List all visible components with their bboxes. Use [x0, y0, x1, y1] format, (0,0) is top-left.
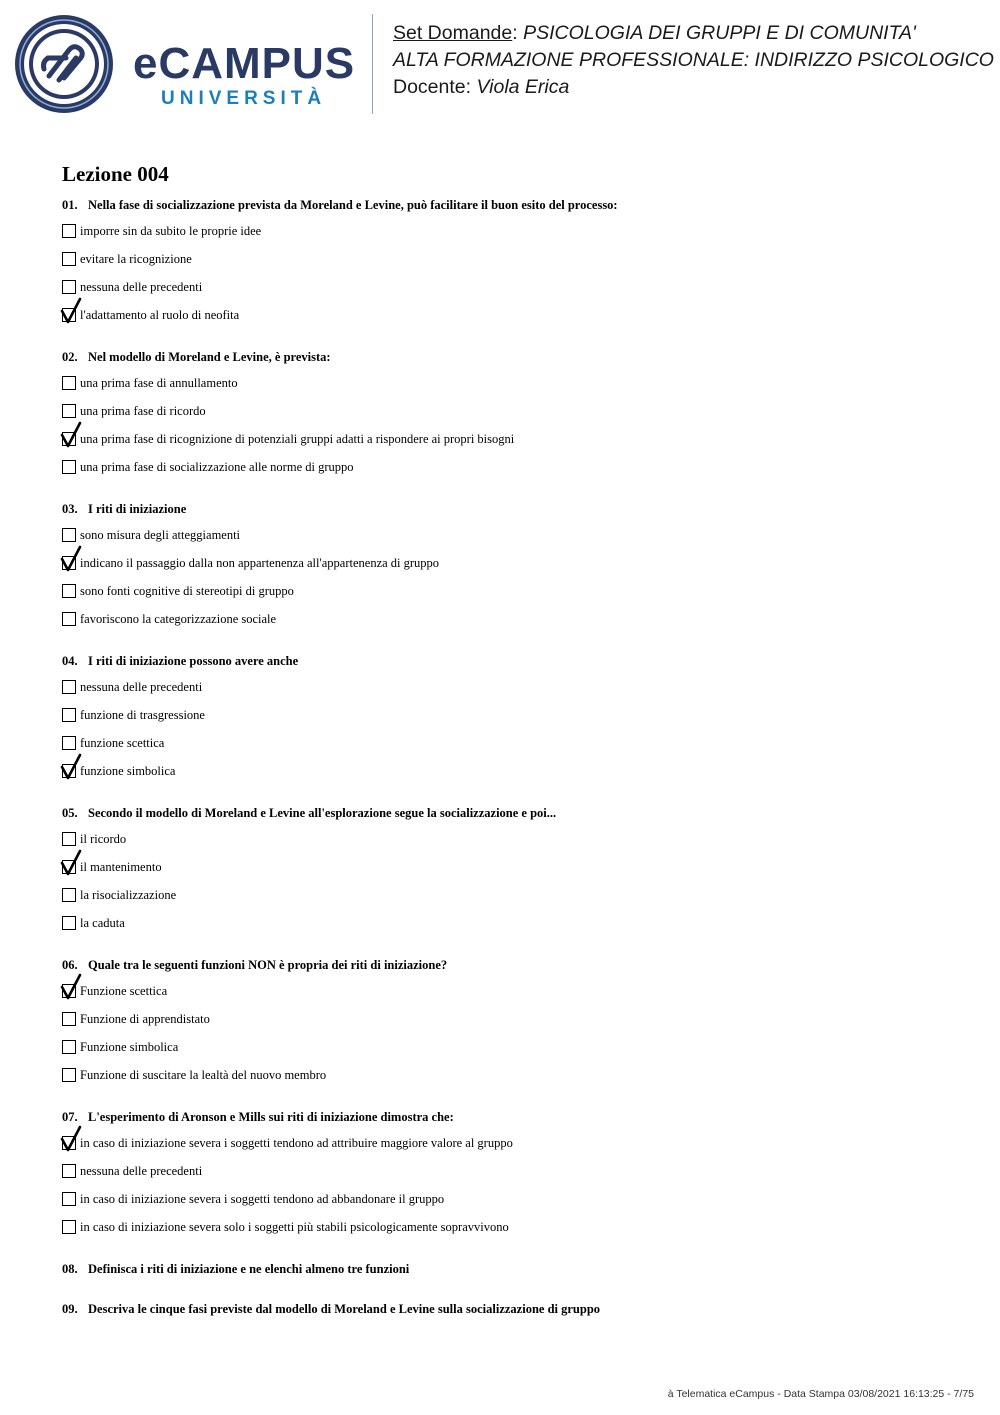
page-header [0, 0, 1000, 130]
option-text: la risocializzazione [80, 888, 177, 902]
question-item [62, 1108, 962, 1248]
answer-option[interactable] [62, 460, 962, 488]
option-text: una prima fase di ricognizione di potenziali gruppi adatti a rispondere ai propri bisogni [80, 432, 515, 446]
question-text: Secondo il modello di Moreland e Levine all'esplorazione segue la socializzazione e poi... [88, 806, 557, 820]
checkbox[interactable] [62, 1164, 76, 1178]
course-line [393, 47, 994, 74]
page-footer: à Telematica eCampus - Data Stampa 03/08/2021 16:13:25 - 7/75 [667, 1388, 974, 1400]
open-question [62, 1300, 962, 1318]
checkbox[interactable] [62, 708, 76, 722]
answer-option[interactable] [62, 888, 962, 916]
option-text: evitare la ricognizione [80, 252, 192, 266]
question-item [62, 956, 962, 1096]
question-number: 09. [62, 1302, 78, 1316]
option-text: nessuna delle precedenti [80, 1164, 203, 1178]
answer-option[interactable] [62, 860, 962, 888]
answer-option[interactable] [62, 1068, 962, 1096]
checkbox[interactable] [62, 736, 76, 750]
checkbox[interactable] [62, 1012, 76, 1026]
option-text: funzione scettica [80, 736, 165, 750]
question-number: 04. [62, 654, 78, 668]
checked-checkbox[interactable] [62, 1136, 76, 1150]
answer-option[interactable] [62, 584, 962, 612]
checked-checkbox[interactable] [62, 308, 76, 322]
option-text: funzione di trasgressione [80, 708, 205, 722]
question-number: 06. [62, 958, 78, 972]
question-list [62, 196, 962, 1248]
option-text: imporre sin da subito le proprie idee [80, 224, 262, 238]
answer-option[interactable] [62, 764, 962, 792]
lesson-title: Lezione 004 [62, 162, 169, 186]
checkbox[interactable] [62, 376, 76, 390]
question-item [62, 500, 962, 640]
question-item [62, 804, 962, 944]
question-number: 07. [62, 1110, 78, 1124]
answer-option[interactable] [62, 1192, 962, 1220]
header-divider [372, 14, 373, 114]
answer-option[interactable] [62, 1012, 962, 1040]
answer-option[interactable] [62, 832, 962, 860]
question-title [62, 500, 962, 518]
answer-option[interactable] [62, 680, 962, 708]
answer-option[interactable] [62, 612, 962, 640]
option-text: sono misura degli atteggiamenti [80, 528, 241, 542]
option-text: nessuna delle precedenti [80, 680, 203, 694]
question-text: L'esperimento di Aronson e Mills sui riti di iniziazione dimostra che: [88, 1110, 454, 1124]
question-text: I riti di iniziazione possono avere anche [88, 654, 299, 668]
question-title [62, 348, 962, 366]
answer-option[interactable] [62, 736, 962, 764]
option-text: l'adattamento al ruolo di neofita [80, 308, 240, 322]
teacher-label: Docente: [393, 76, 472, 98]
option-text: funzione simbolica [80, 764, 176, 778]
option-text: in caso di iniziazione severa i soggetti tendono ad attribuire maggiore valore al gruppo [80, 1136, 513, 1150]
university-seal-logo [14, 14, 114, 114]
option-text: il ricordo [80, 832, 127, 846]
checked-checkbox[interactable] [62, 764, 76, 778]
checked-checkbox[interactable] [62, 556, 76, 570]
option-text: Funzione simbolica [80, 1040, 179, 1054]
option-text: favoriscono la categorizzazione sociale [80, 612, 277, 626]
question-title [62, 1108, 962, 1126]
question-number: 03. [62, 502, 78, 516]
checkbox[interactable] [62, 528, 76, 542]
checkbox[interactable] [62, 252, 76, 266]
answer-option[interactable] [62, 252, 962, 280]
checkbox[interactable] [62, 460, 76, 474]
option-text: una prima fase di annullamento [80, 376, 238, 390]
set-line: Set Domande: PSICOLOGIA DEI GRUPPI E DI COMUNITA' [393, 22, 916, 44]
answer-option[interactable] [62, 916, 962, 944]
checkbox[interactable] [62, 612, 76, 626]
option-text: Funzione di suscitare la lealtà del nuovo membro [80, 1068, 327, 1082]
option-text: il mantenimento [80, 860, 162, 874]
checkbox[interactable] [62, 404, 76, 418]
logo-brand-text: eCAMPUS [133, 39, 356, 88]
question-title [62, 956, 962, 974]
open-question-list [62, 1260, 962, 1318]
checkbox[interactable] [62, 584, 76, 598]
option-text: nessuna delle precedenti [80, 280, 203, 294]
document-body [62, 160, 962, 1340]
answer-option[interactable] [62, 404, 962, 432]
checkbox[interactable] [62, 832, 76, 846]
option-text: Funzione di apprendistato [80, 1012, 210, 1026]
question-title [62, 804, 962, 822]
open-question [62, 1260, 962, 1278]
question-number: 05. [62, 806, 78, 820]
teacher-line [393, 74, 994, 101]
question-text: I riti di iniziazione [88, 502, 187, 516]
question-number: 08. [62, 1262, 78, 1276]
question-title [62, 652, 962, 670]
question-text: Quale tra le seguenti funzioni NON è propria dei riti di iniziazione? [88, 958, 448, 972]
checkbox[interactable] [62, 1040, 76, 1054]
ecampus-wordmark [133, 40, 355, 112]
checkbox[interactable] [62, 1192, 76, 1206]
set-value: PSICOLOGIA DEI GRUPPI E DI COMUNITA' [523, 22, 916, 44]
question-text: Descriva le cinque fasi previste dal modello di Moreland e Levine sulla socializzazione di gruppo [88, 1302, 601, 1316]
checked-checkbox[interactable] [62, 860, 76, 874]
question-text: Nel modello di Moreland e Levine, è prevista: [88, 350, 331, 364]
checkbox[interactable] [62, 1068, 76, 1082]
teacher-name: Viola Erica [476, 76, 570, 98]
set-label: Set Domande [393, 22, 513, 44]
checkbox[interactable] [62, 916, 76, 930]
option-text: una prima fase di socializzazione alle norme di gruppo [80, 460, 354, 474]
answer-option[interactable] [62, 308, 962, 336]
question-number: 01. [62, 198, 78, 212]
option-text: indicano il passaggio dalla non appartenenza all'appartenenza di gruppo [80, 556, 440, 570]
course-name: ALTA FORMAZIONE PROFESSIONALE: INDIRIZZO PSICOLOGICO [393, 49, 994, 71]
question-number: 02. [62, 350, 78, 364]
answer-option[interactable] [62, 1220, 962, 1248]
answer-option[interactable] [62, 376, 962, 404]
answer-option[interactable] [62, 708, 962, 736]
checkbox[interactable] [62, 224, 76, 238]
answer-option[interactable] [62, 432, 962, 460]
question-title [62, 196, 962, 214]
answer-option[interactable] [62, 1040, 962, 1068]
option-text: la caduta [80, 916, 125, 930]
answer-option[interactable] [62, 556, 962, 584]
question-text: Definisca i riti di iniziazione e ne elenchi almeno tre funzioni [88, 1262, 410, 1276]
question-item [62, 196, 962, 336]
question-item [62, 652, 962, 792]
checkbox[interactable] [62, 680, 76, 694]
logo-subtitle: UNIVERSITÀ [161, 88, 327, 109]
answer-option[interactable] [62, 528, 962, 556]
answer-option[interactable] [62, 1164, 962, 1192]
question-text: Nella fase di socializzazione prevista da Moreland e Levine, può facilitare il buon esito del processo: [88, 198, 618, 212]
answer-option[interactable] [62, 984, 962, 1012]
checkbox[interactable] [62, 888, 76, 902]
option-text: in caso di iniziazione severa i soggetti tendono ad abbandonare il gruppo [80, 1192, 445, 1206]
checkbox[interactable] [62, 280, 76, 294]
option-text: in caso di iniziazione severa solo i soggetti più stabili psicologicamente sopravvivono [80, 1220, 509, 1234]
question-item [62, 348, 962, 488]
option-text: Funzione scettica [80, 984, 168, 998]
answer-option[interactable] [62, 1136, 962, 1164]
checked-checkbox[interactable] [62, 432, 76, 446]
option-text: una prima fase di ricordo [80, 404, 206, 418]
option-text: sono fonti cognitive di stereotipi di gruppo [80, 584, 294, 598]
checked-checkbox[interactable] [62, 984, 76, 998]
header-info [393, 20, 994, 101]
checkbox[interactable] [62, 1220, 76, 1234]
answer-option[interactable] [62, 280, 962, 308]
answer-option[interactable] [62, 224, 962, 252]
